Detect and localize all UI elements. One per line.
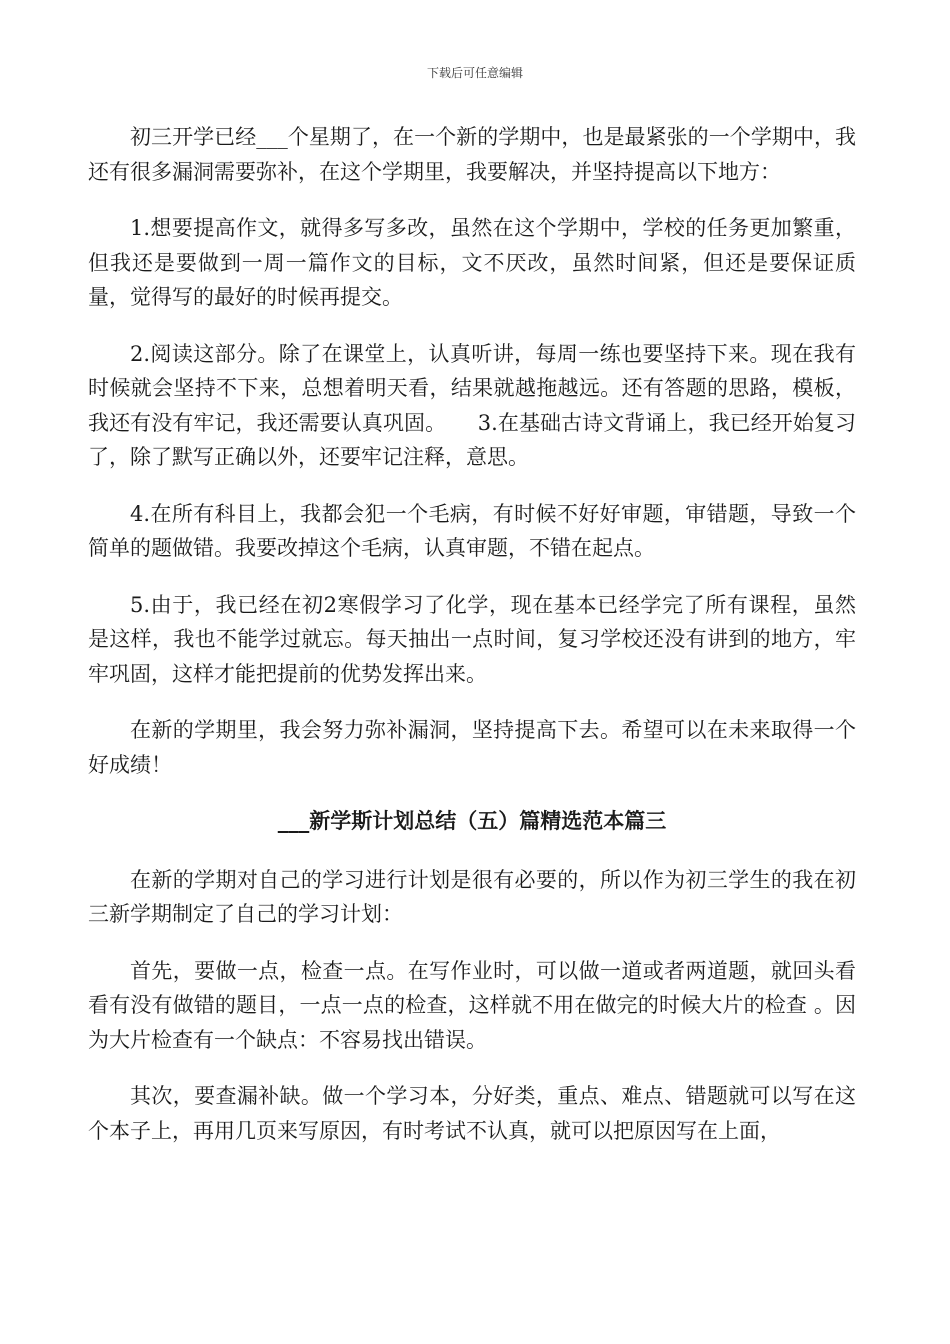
paragraph-item-4: 4.在所有科目上，我都会犯一个毛病，有时候不好好审题，审错题，导致一个简单的题做错。我要改掉这个毛病，认真审题，不错在起点。 <box>88 501 856 560</box>
document-body <box>88 120 856 1170</box>
paragraph-item-5: 5.由于，我已经在初2寒假学习了化学，现在基本已经学完了所有课程，虽然是这样，我也不能学过就忘。每天抽出一点时间，复习学校还没有讲到的地方，牢牢巩固，这样才能把提前的优势发挥出来。 <box>88 592 856 686</box>
paragraph-second: 其次，要查漏补缺。做一个学习本，分好类，重点、难点、错题就可以写在这个本子上，再用几页来写原因，有时考试不认真，就可以把原因写在上面， <box>88 1084 856 1143</box>
page-header: 下载后可任意编辑 <box>426 66 523 80</box>
paragraph-conclusion: 在新的学期里，我会努力弥补漏洞，坚持提高下去。希望可以在未来取得一个好成绩！ <box>88 718 856 777</box>
section-heading: ___新学斯计划总结（五）篇精选范本篇三 <box>277 808 667 833</box>
paragraph-first: 首先，要做一点，检查一点。在写作业时，可以做一道或者两道题，就回头看看有没有做错的题目，一点一点的检查，这样就不用在做完的时候大片的检查 。因为大片检查有一个缺点：不容易找出错误。 <box>88 958 856 1052</box>
paragraph-item-1: 1.想要提高作文，就得多写多改，虽然在这个学期中，学校的任务更加繁重，但我还是要做到一周一篇作文的目标，文不厌改，虽然时间紧，但还是要保证质量，觉得写的最好的时候再提交。 <box>88 216 856 309</box>
paragraph-section-intro: 在新的学期对自己的学习进行计划是很有必要的，所以作为初三学生的我在初三新学期制定了自己的学习计划： <box>88 867 856 926</box>
paragraph-item-2-3: 2.阅读这部分。除了在课堂上，认真听讲，每周一练也要坚持下来。现在我有时候就会坚持不下来，总想着明天看，结果就越拖越远。还有答题的思路，模板，我还有没有牢记，我还需要认真巩固。 3.在基础古诗文背诵上，我已经开始复习了，除了默写正确以外，还要牢记注释，意思。 <box>88 341 856 469</box>
paragraph-intro: 初三开学已经___个星期了，在一个新的学期中，也是最紧张的一个学期中，我还有很多漏洞需要弥补，在这个学期里，我要解决，并坚持提高以下地方： <box>88 125 856 184</box>
